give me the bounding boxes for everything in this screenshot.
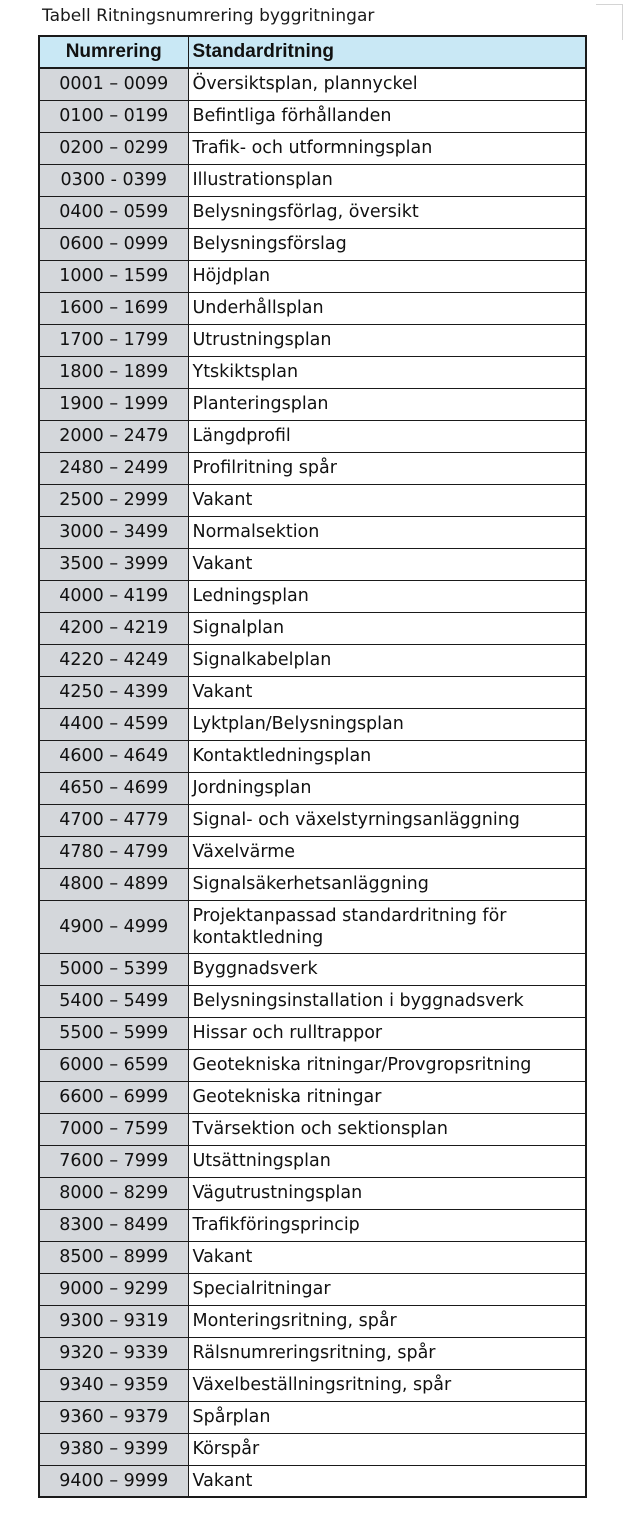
table-row [39, 772, 586, 804]
table-row [39, 868, 586, 900]
numbering-cell: 6600 – 6999 [39, 1081, 188, 1113]
standard-drawing-cell: Ledningsplan [188, 580, 586, 612]
numbering-cell: 9000 – 9299 [39, 1273, 188, 1305]
table-row [39, 900, 586, 953]
table-body [39, 68, 586, 1497]
numbering-cell: 4220 – 4249 [39, 644, 188, 676]
numbering-cell: 4250 – 4399 [39, 676, 188, 708]
numbering-cell: 4400 – 4599 [39, 708, 188, 740]
table-row [39, 196, 586, 228]
corner-border-vertical [622, 4, 623, 40]
table-row [39, 420, 586, 452]
table-row [39, 548, 586, 580]
numbering-cell: 2500 – 2999 [39, 484, 188, 516]
numbering-cell: 7000 – 7599 [39, 1113, 188, 1145]
standard-drawing-cell: Körspår [188, 1433, 586, 1465]
table-row [39, 260, 586, 292]
numbering-cell: 1900 – 1999 [39, 388, 188, 420]
standard-drawing-cell: Lyktplan/Belysningsplan [188, 708, 586, 740]
numbering-cell: 9340 – 9359 [39, 1369, 188, 1401]
numbering-cell: 4700 – 4779 [39, 804, 188, 836]
table-row [39, 985, 586, 1017]
standard-drawing-cell: Byggnadsverk [188, 953, 586, 985]
table-row [39, 1113, 586, 1145]
numbering-cell: 0400 – 0599 [39, 196, 188, 228]
table-row [39, 164, 586, 196]
standard-drawing-cell: Belysningsförslag [188, 228, 586, 260]
table-row [39, 68, 586, 100]
table-row [39, 228, 586, 260]
numbering-cell: 9380 – 9399 [39, 1433, 188, 1465]
table-row [39, 324, 586, 356]
numbering-cell: 4780 – 4799 [39, 836, 188, 868]
table-row [39, 804, 586, 836]
standard-drawing-cell: Rälsnumreringsritning, spår [188, 1337, 586, 1369]
standard-drawing-cell: Signalsäkerhetsanläggning [188, 868, 586, 900]
standard-drawing-cell: Specialritningar [188, 1273, 586, 1305]
numbering-cell: 5000 – 5399 [39, 953, 188, 985]
standard-drawing-cell: Hissar och rulltrappor [188, 1017, 586, 1049]
table-row [39, 1209, 586, 1241]
numbering-cell: 2000 – 2479 [39, 420, 188, 452]
numbering-cell: 0200 – 0299 [39, 132, 188, 164]
standard-drawing-cell: Underhållsplan [188, 292, 586, 324]
standard-drawing-cell: Utrustningsplan [188, 324, 586, 356]
standard-drawing-cell: Ytskiktsplan [188, 356, 586, 388]
table-row [39, 644, 586, 676]
standard-drawing-cell: Signal- och växelstyrningsanläggning [188, 804, 586, 836]
standard-drawing-cell: Signalplan [188, 612, 586, 644]
numbering-cell: 0100 – 0199 [39, 100, 188, 132]
numbering-cell: 8300 – 8499 [39, 1209, 188, 1241]
numbering-cell: 1700 – 1799 [39, 324, 188, 356]
table-header-row [39, 36, 586, 68]
standard-drawing-cell: Monteringsritning, spår [188, 1305, 586, 1337]
table-row [39, 1369, 586, 1401]
numbering-cell: 4650 – 4699 [39, 772, 188, 804]
table-row [39, 292, 586, 324]
numbering-cell: 9360 – 9379 [39, 1401, 188, 1433]
table-row [39, 1017, 586, 1049]
table-row [39, 1145, 586, 1177]
numbering-cell: 0600 – 0999 [39, 228, 188, 260]
table-row [39, 452, 586, 484]
numbering-cell: 4600 – 4649 [39, 740, 188, 772]
table-row [39, 1401, 586, 1433]
table-row [39, 1081, 586, 1113]
header-numbering: Numrering [39, 36, 188, 68]
standard-drawing-cell: Trafikföringsprincip [188, 1209, 586, 1241]
standard-drawing-cell: Vakant [188, 484, 586, 516]
table-row [39, 356, 586, 388]
standard-drawing-cell: Planteringsplan [188, 388, 586, 420]
numbering-cell: 2480 – 2499 [39, 452, 188, 484]
standard-drawing-cell: Signalkabelplan [188, 644, 586, 676]
numbering-cell: 4000 – 4199 [39, 580, 188, 612]
standard-drawing-cell: Vägutrustningsplan [188, 1177, 586, 1209]
table-row [39, 516, 586, 548]
standard-drawing-cell: Vakant [188, 1465, 586, 1497]
table-caption: Tabell Ritningsnumrering byggritningar [42, 6, 375, 26]
numbering-cell: 1000 – 1599 [39, 260, 188, 292]
standard-drawing-cell: Längdprofil [188, 420, 586, 452]
drawing-numbering-table [38, 35, 587, 1498]
numbering-cell: 3500 – 3999 [39, 548, 188, 580]
table-row [39, 740, 586, 772]
standard-drawing-cell: Kontaktledningsplan [188, 740, 586, 772]
table-row [39, 953, 586, 985]
standard-drawing-cell: Geotekniska ritningar [188, 1081, 586, 1113]
numbering-cell: 6000 – 6599 [39, 1049, 188, 1081]
standard-drawing-cell: Vakant [188, 676, 586, 708]
numbering-cell: 8000 – 8299 [39, 1177, 188, 1209]
table-row [39, 1305, 586, 1337]
table-row [39, 612, 586, 644]
table-row [39, 676, 586, 708]
table-row [39, 132, 586, 164]
standard-drawing-cell: Befintliga förhållanden [188, 100, 586, 132]
table-row [39, 1337, 586, 1369]
standard-drawing-cell: Normalsektion [188, 516, 586, 548]
table-row [39, 1241, 586, 1273]
numbering-cell: 0001 – 0099 [39, 68, 188, 100]
numbering-cell: 9400 – 9999 [39, 1465, 188, 1497]
table-row [39, 1177, 586, 1209]
standard-drawing-cell: Illustrationsplan [188, 164, 586, 196]
table-row [39, 1049, 586, 1081]
numbering-cell: 9300 – 9319 [39, 1305, 188, 1337]
table-row [39, 388, 586, 420]
table-row [39, 1465, 586, 1497]
standard-drawing-cell: Översiktsplan, plannyckel [188, 68, 586, 100]
standard-drawing-cell: Geotekniska ritningar/Provgropsritning [188, 1049, 586, 1081]
standard-drawing-cell: Profilritning spår [188, 452, 586, 484]
standard-drawing-cell: Höjdplan [188, 260, 586, 292]
numbering-cell: 5500 – 5999 [39, 1017, 188, 1049]
standard-drawing-cell: Trafik- och utformningsplan [188, 132, 586, 164]
numbering-cell: 4200 – 4219 [39, 612, 188, 644]
numbering-cell: 1600 – 1699 [39, 292, 188, 324]
numbering-cell: 0300 - 0399 [39, 164, 188, 196]
numbering-cell: 9320 – 9339 [39, 1337, 188, 1369]
standard-drawing-cell: Jordningsplan [188, 772, 586, 804]
standard-drawing-cell: Belysningsförlag, översikt [188, 196, 586, 228]
table-row [39, 1273, 586, 1305]
standard-drawing-cell: Belysningsinstallation i byggnadsverk [188, 985, 586, 1017]
table-row [39, 484, 586, 516]
standard-drawing-cell: Tvärsektion och sektionsplan [188, 1113, 586, 1145]
numbering-cell: 5400 – 5499 [39, 985, 188, 1017]
table-row [39, 1433, 586, 1465]
standard-drawing-cell: Vakant [188, 1241, 586, 1273]
standard-drawing-cell: Projektanpassad standardritning för kontaktledning [188, 900, 586, 953]
numbering-cell: 3000 – 3499 [39, 516, 188, 548]
table-row [39, 836, 586, 868]
numbering-cell: 1800 – 1899 [39, 356, 188, 388]
header-standard-drawing: Standardritning [188, 36, 586, 68]
table-row [39, 100, 586, 132]
numbering-cell: 4800 – 4899 [39, 868, 188, 900]
numbering-cell: 8500 – 8999 [39, 1241, 188, 1273]
numbering-cell: 7600 – 7999 [39, 1145, 188, 1177]
numbering-cell: 4900 – 4999 [39, 900, 188, 953]
corner-border-horizontal [596, 4, 623, 5]
standard-drawing-cell: Växelvärme [188, 836, 586, 868]
table-row [39, 580, 586, 612]
standard-drawing-cell: Utsättningsplan [188, 1145, 586, 1177]
table-row [39, 708, 586, 740]
standard-drawing-cell: Spårplan [188, 1401, 586, 1433]
standard-drawing-cell: Växelbeställningsritning, spår [188, 1369, 586, 1401]
standard-drawing-cell: Vakant [188, 548, 586, 580]
